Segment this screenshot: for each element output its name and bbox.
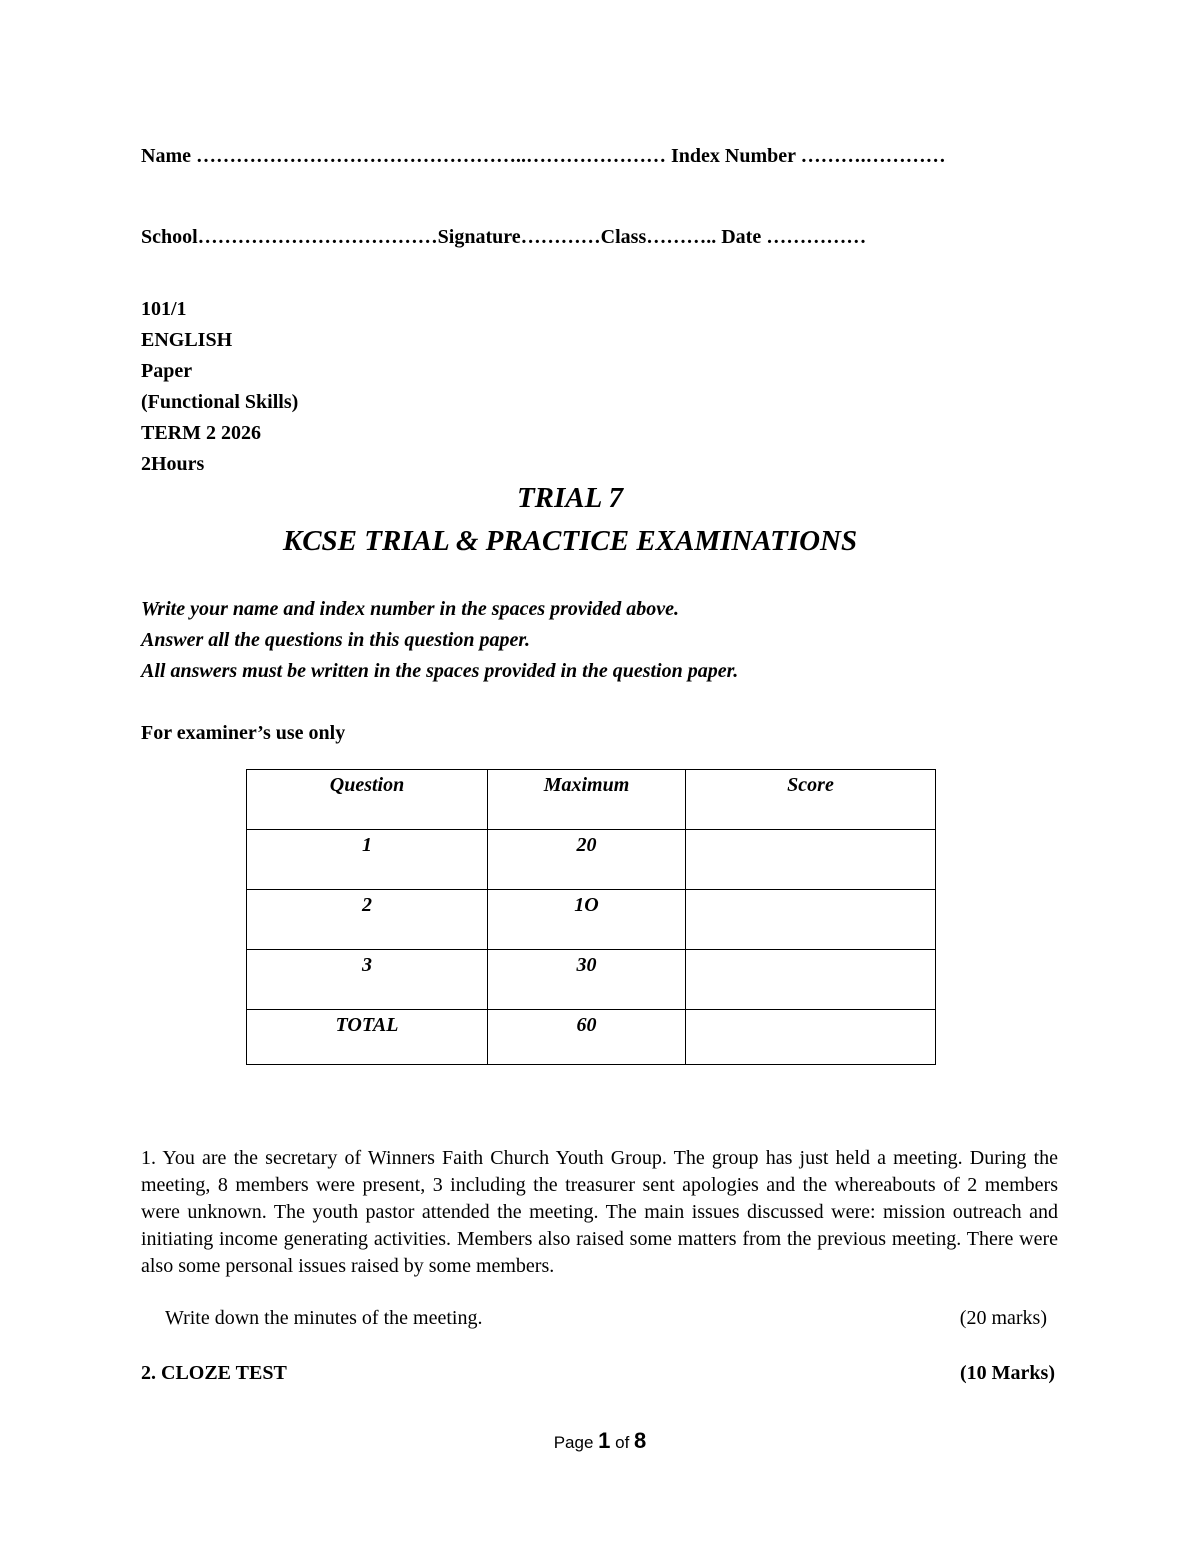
of-word: of bbox=[615, 1433, 630, 1452]
column-header-maximum: Maximum bbox=[488, 770, 686, 830]
question-2-title: 2. CLOZE TEST bbox=[141, 1362, 287, 1384]
cell-question: 3 bbox=[247, 950, 488, 1010]
question-1-task-row bbox=[165, 1307, 1047, 1330]
paper-code: 101/1 bbox=[141, 298, 187, 320]
question-1-marks: (20 marks) bbox=[959, 1307, 1047, 1329]
duration: 2Hours bbox=[141, 453, 205, 475]
table-row-total bbox=[247, 1010, 936, 1065]
question-2-marks: (10 Marks) bbox=[960, 1362, 1055, 1384]
cell-maximum: 20 bbox=[488, 830, 686, 890]
table-header-row bbox=[247, 770, 936, 830]
examiner-table bbox=[246, 769, 936, 1065]
cell-score bbox=[686, 950, 936, 1010]
question-1-text: 1. You are the secretary of Winners Faith Church Youth Group. The group has just held a meeting. During the meeting, 8 members were present, 3 including the treasurer sent apologies and the whereabouts of 2 members were unknown. The youth pastor attended the meeting. The main issues discussed were: mission outreach and initiating income generating activities. Members also raised some matters from the previous meeting. There were also some personal issues raised by some members. bbox=[141, 1147, 1058, 1277]
table-row bbox=[247, 950, 936, 1010]
instruction-3: All answers must be written in the spaces provided in the question paper. bbox=[141, 660, 739, 682]
instruction-2: Answer all the questions in this question paper. bbox=[141, 629, 530, 651]
cell-maximum: 1O bbox=[488, 890, 686, 950]
column-header-score: Score bbox=[686, 770, 936, 830]
cell-maximum: 30 bbox=[488, 950, 686, 1010]
paper-type: (Functional Skills) bbox=[141, 391, 299, 413]
term: TERM 2 2026 bbox=[141, 422, 261, 444]
page-total: 8 bbox=[634, 1428, 647, 1453]
page-word: Page bbox=[553, 1433, 594, 1452]
instruction-1: Write your name and index number in the spaces provided above. bbox=[141, 598, 679, 620]
cell-question: TOTAL bbox=[247, 1010, 488, 1065]
name-index-line: Name …………………………………………..………………… Index Number ……….………… bbox=[141, 145, 946, 167]
trial-title: TRIAL 7 bbox=[516, 482, 624, 514]
question-1-task: Write down the minutes of the meeting. bbox=[165, 1307, 483, 1329]
school-signature-line: School………………………………Signature…………Class……….. Date …………… bbox=[141, 226, 867, 248]
cell-score bbox=[686, 830, 936, 890]
cell-score bbox=[686, 890, 936, 950]
cell-score bbox=[686, 1010, 936, 1065]
table-row bbox=[247, 830, 936, 890]
exam-title: KCSE TRIAL & PRACTICE EXAMINATIONS bbox=[282, 525, 858, 557]
page-footer bbox=[0, 1428, 1200, 1454]
column-header-question: Question bbox=[247, 770, 488, 830]
cell-question: 1 bbox=[247, 830, 488, 890]
examiner-label: For examiner’s use only bbox=[141, 722, 346, 744]
question-2-heading bbox=[141, 1362, 1055, 1385]
cell-maximum: 60 bbox=[488, 1010, 686, 1065]
cell-question: 2 bbox=[247, 890, 488, 950]
table-row bbox=[247, 890, 936, 950]
subject: ENGLISH bbox=[141, 329, 233, 351]
page-number: 1 bbox=[598, 1428, 611, 1453]
paper-label: Paper bbox=[141, 360, 193, 382]
